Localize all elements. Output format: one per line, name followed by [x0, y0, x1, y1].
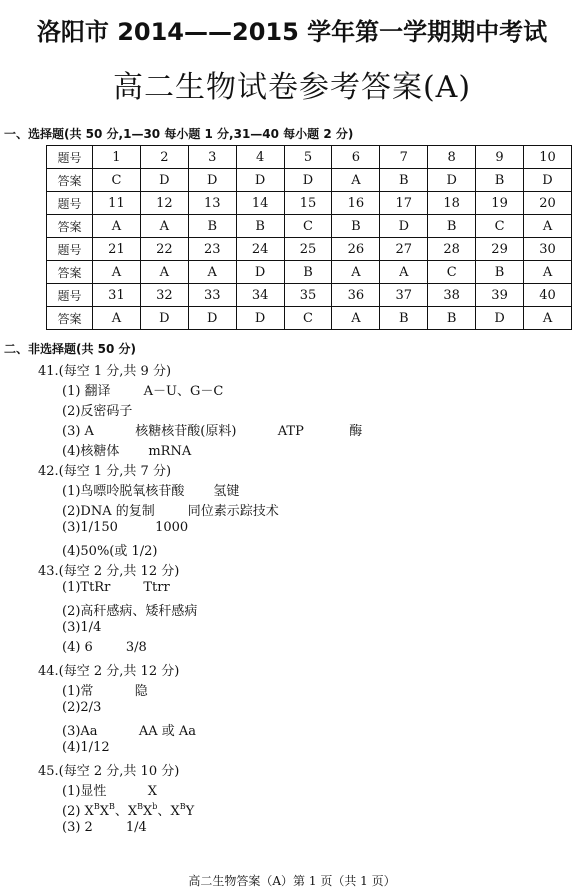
- answer-row-label: 答案: [47, 261, 93, 284]
- question-cell: 24: [236, 238, 284, 261]
- question-cell: 7: [380, 146, 428, 169]
- question-cell: 11: [93, 192, 141, 215]
- q41-line: (3) A 核糖核苷酸(原料) ATP 酶: [62, 424, 363, 439]
- answer-row: [47, 169, 572, 192]
- question-cell: 21: [93, 238, 141, 261]
- question-cell: 20: [524, 192, 572, 215]
- q43-line: (2)高秆感病、矮秆感病: [62, 604, 198, 619]
- question-cell: 35: [284, 284, 332, 307]
- q45-line: (1)显性 X: [62, 784, 157, 799]
- answer-cell: B: [380, 307, 428, 330]
- question-cell: 39: [476, 284, 524, 307]
- answer-cell: A: [524, 261, 572, 284]
- q45-head: 45.(每空 2 分,共 10 分): [38, 764, 180, 779]
- q43-head: 43.(每空 2 分,共 12 分): [38, 564, 180, 579]
- answer-cell: A: [332, 261, 380, 284]
- question-cell: 34: [236, 284, 284, 307]
- answer-cell: C: [284, 215, 332, 238]
- question-cell: 8: [428, 146, 476, 169]
- q43-line: (1)TtRr Ttrr: [62, 580, 170, 595]
- answer-cell: B: [332, 215, 380, 238]
- question-row-label: 题号: [47, 146, 93, 169]
- answer-cell: A: [380, 261, 428, 284]
- q44-line: (4)1/12: [62, 740, 110, 755]
- question-cell: 22: [140, 238, 188, 261]
- answer-row-label: 答案: [47, 307, 93, 330]
- answer-cell: D: [236, 307, 284, 330]
- question-cell: 33: [188, 284, 236, 307]
- answer-row-label: 答案: [47, 169, 93, 192]
- answer-cell: A: [140, 215, 188, 238]
- question-cell: 40: [524, 284, 572, 307]
- question-row: [47, 284, 572, 307]
- answer-cell: B: [476, 169, 524, 192]
- section2-heading: 二、非选择题(共 50 分): [4, 342, 137, 356]
- answer-cell: A: [93, 215, 141, 238]
- answer-cell: D: [476, 307, 524, 330]
- question-cell: 32: [140, 284, 188, 307]
- question-row-label: 题号: [47, 284, 93, 307]
- answer-cell: A: [140, 261, 188, 284]
- question-cell: 31: [93, 284, 141, 307]
- question-row-label: 题号: [47, 192, 93, 215]
- answer-cell: A: [524, 215, 572, 238]
- question-cell: 18: [428, 192, 476, 215]
- q44-line: (3)Aa AA 或 Aa: [62, 724, 197, 739]
- answer-cell: B: [284, 261, 332, 284]
- answer-cell: C: [284, 307, 332, 330]
- question-cell: 16: [332, 192, 380, 215]
- answer-cell: D: [140, 169, 188, 192]
- question-cell: 10: [524, 146, 572, 169]
- section1-heading: 一、选择题(共 50 分,1—30 每小题 1 分,31—40 每小题 2 分): [4, 127, 354, 141]
- answer-cell: A: [93, 307, 141, 330]
- question-cell: 37: [380, 284, 428, 307]
- question-cell: 17: [380, 192, 428, 215]
- question-cell: 2: [140, 146, 188, 169]
- question-cell: 26: [332, 238, 380, 261]
- answer-cell: D: [236, 261, 284, 284]
- answer-cell: D: [236, 169, 284, 192]
- question-row: [47, 238, 572, 261]
- question-cell: 1: [93, 146, 141, 169]
- question-cell: 3: [188, 146, 236, 169]
- question-cell: 14: [236, 192, 284, 215]
- answer-cell: A: [524, 307, 572, 330]
- q42-line: (1)鸟嘌呤脱氧核苷酸 氢键: [62, 484, 240, 499]
- question-cell: 9: [476, 146, 524, 169]
- answer-cell: C: [93, 169, 141, 192]
- q41-head: 41.(每空 1 分,共 9 分): [38, 364, 172, 379]
- question-row: [47, 146, 572, 169]
- answer-cell: B: [380, 169, 428, 192]
- answer-cell: C: [476, 215, 524, 238]
- answer-table: [46, 145, 572, 330]
- answer-cell: D: [188, 169, 236, 192]
- answer-cell: B: [428, 307, 476, 330]
- question-cell: 23: [188, 238, 236, 261]
- q41-line: (1) 翻译 A－U、G－C: [62, 384, 224, 399]
- q44-line: (1)常 隐: [62, 684, 148, 699]
- question-cell: 5: [284, 146, 332, 169]
- q45-genotypes-line: (2) $X^BX^B$、$X^BX^b$、$X^BY$: [62, 802, 195, 819]
- page-footer: 高二生物答案（A）第 1 页（共 1 页）: [188, 874, 396, 888]
- answer-cell: A: [332, 307, 380, 330]
- question-cell: 6: [332, 146, 380, 169]
- question-cell: 30: [524, 238, 572, 261]
- answer-cell: B: [236, 215, 284, 238]
- answer-row: [47, 261, 572, 284]
- answer-cell: B: [428, 215, 476, 238]
- q42-line: (2)DNA 的复制 同位素示踪技术: [62, 504, 279, 519]
- q43-line: (3)1/4: [62, 620, 102, 635]
- answer-cell: A: [93, 261, 141, 284]
- question-cell: 13: [188, 192, 236, 215]
- answer-cell: D: [284, 169, 332, 192]
- question-cell: 15: [284, 192, 332, 215]
- question-row-label: 题号: [47, 238, 93, 261]
- q44-line: (2)2/3: [62, 700, 102, 715]
- answer-cell: D: [524, 169, 572, 192]
- answer-row: [47, 215, 572, 238]
- q41-line: (4)核糖体 mRNA: [62, 444, 192, 459]
- q41-line: (2)反密码子: [62, 404, 133, 419]
- question-cell: 29: [476, 238, 524, 261]
- question-cell: 12: [140, 192, 188, 215]
- answer-cell: D: [380, 215, 428, 238]
- question-cell: 4: [236, 146, 284, 169]
- answer-cell: C: [428, 261, 476, 284]
- question-cell: 27: [380, 238, 428, 261]
- answer-cell: B: [476, 261, 524, 284]
- answer-cell: A: [188, 261, 236, 284]
- answer-cell: D: [140, 307, 188, 330]
- answer-row-label: 答案: [47, 215, 93, 238]
- q42-line: (3)1/150 1000: [62, 520, 189, 535]
- question-cell: 19: [476, 192, 524, 215]
- exam-title: 洛阳市 2014——2015 学年第一学期期中考试: [36, 18, 548, 46]
- answer-row: [47, 307, 572, 330]
- answer-cell: D: [428, 169, 476, 192]
- question-cell: 38: [428, 284, 476, 307]
- q45-line: (3) 2 1/4: [62, 820, 147, 835]
- question-cell: 36: [332, 284, 380, 307]
- answer-cell: D: [188, 307, 236, 330]
- q42-head: 42.(每空 1 分,共 7 分): [38, 464, 172, 479]
- q43-line: (4) 6 3/8: [62, 640, 147, 655]
- question-cell: 25: [284, 238, 332, 261]
- answer-cell: A: [332, 169, 380, 192]
- q42-line: (4)50%(或 1/2): [62, 544, 158, 559]
- question-cell: 28: [428, 238, 476, 261]
- question-row: [47, 192, 572, 215]
- answer-cell: B: [188, 215, 236, 238]
- answer-key-title: 高二生物试卷参考答案(A): [112, 70, 472, 105]
- q44-head: 44.(每空 2 分,共 12 分): [38, 664, 180, 679]
